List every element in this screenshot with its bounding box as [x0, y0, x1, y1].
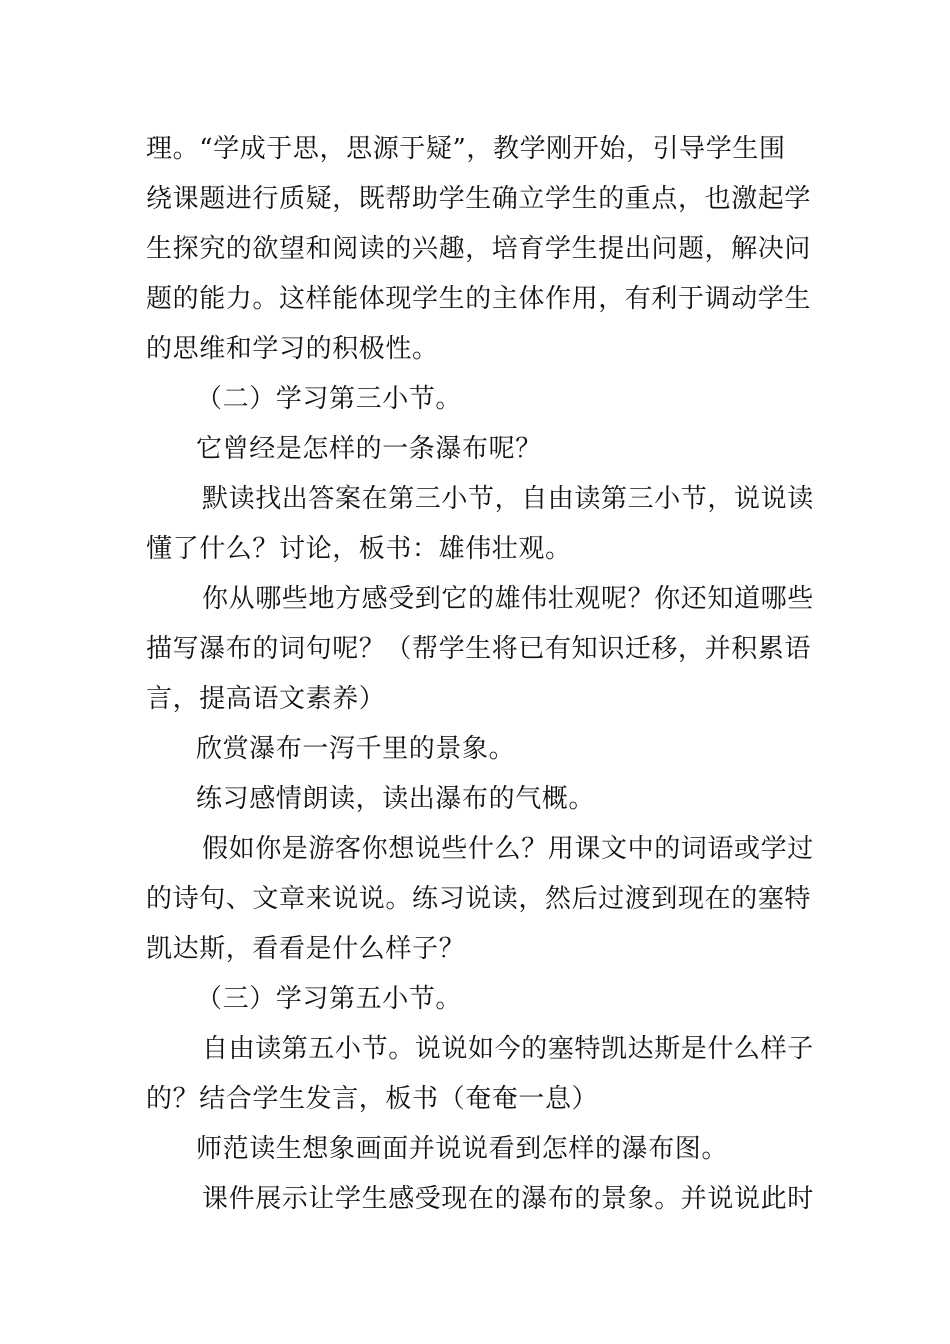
text-line: 的？结合学生发言，板书（奄奄一息） — [146, 1084, 599, 1114]
text-line: 默读找出答案在第三小节，自由读第三小节，说说读 — [202, 484, 814, 514]
text-line: 课件展示让学生感受现在的瀑布的景象。并说说此时 — [202, 1184, 814, 1214]
text-line: 练习感情朗读，读出瀑布的气概。 — [196, 784, 596, 814]
text-line: 懂了什么？讨论，板书：雄伟壮观。 — [146, 534, 572, 564]
section-heading: （二）学习第三小节。 — [196, 384, 463, 414]
text-line: 言，提高语文素养） — [146, 684, 386, 714]
text-line: 它曾经是怎样的一条瀑布呢？ — [196, 434, 542, 464]
text-line: 自由读第五小节。说说如今的塞特凯达斯是什么样子 — [202, 1034, 814, 1064]
text-line: 的思维和学习的积极性。 — [146, 334, 439, 364]
text-line: 师范读生想象画面并说说看到怎样的瀑布图。 — [196, 1134, 729, 1164]
text-line: 描写瀑布的词句呢？（帮学生将已有知识迁移，并积累语 — [146, 634, 812, 664]
text-line: 凯达斯，看看是什么样子？ — [146, 934, 466, 964]
text-line: 你从哪些地方感受到它的雄伟壮观呢？你还知道哪些 — [202, 584, 814, 614]
text-line: 题的能力。这样能体现学生的主体作用，有利于调动学生 — [146, 284, 812, 314]
text-line: 欣赏瀑布一泻千里的景象。 — [196, 734, 516, 764]
text-line: 绕课题进行质疑，既帮助学生确立学生的重点，也激起学 — [146, 184, 812, 214]
text-line: 假如你是游客你想说些什么？用课文中的词语或学过 — [202, 834, 814, 864]
text-line: 生探究的欲望和阅读的兴趣，培育学生提出问题，解决问 — [146, 234, 812, 264]
section-heading: （三）学习第五小节。 — [196, 984, 463, 1014]
text-line: 理。“学成于思，思源于疑”，教学刚开始，引导学生围 — [146, 134, 786, 164]
text-line: 的诗句、文章来说说。练习说读，然后过渡到现在的塞特 — [146, 884, 812, 914]
